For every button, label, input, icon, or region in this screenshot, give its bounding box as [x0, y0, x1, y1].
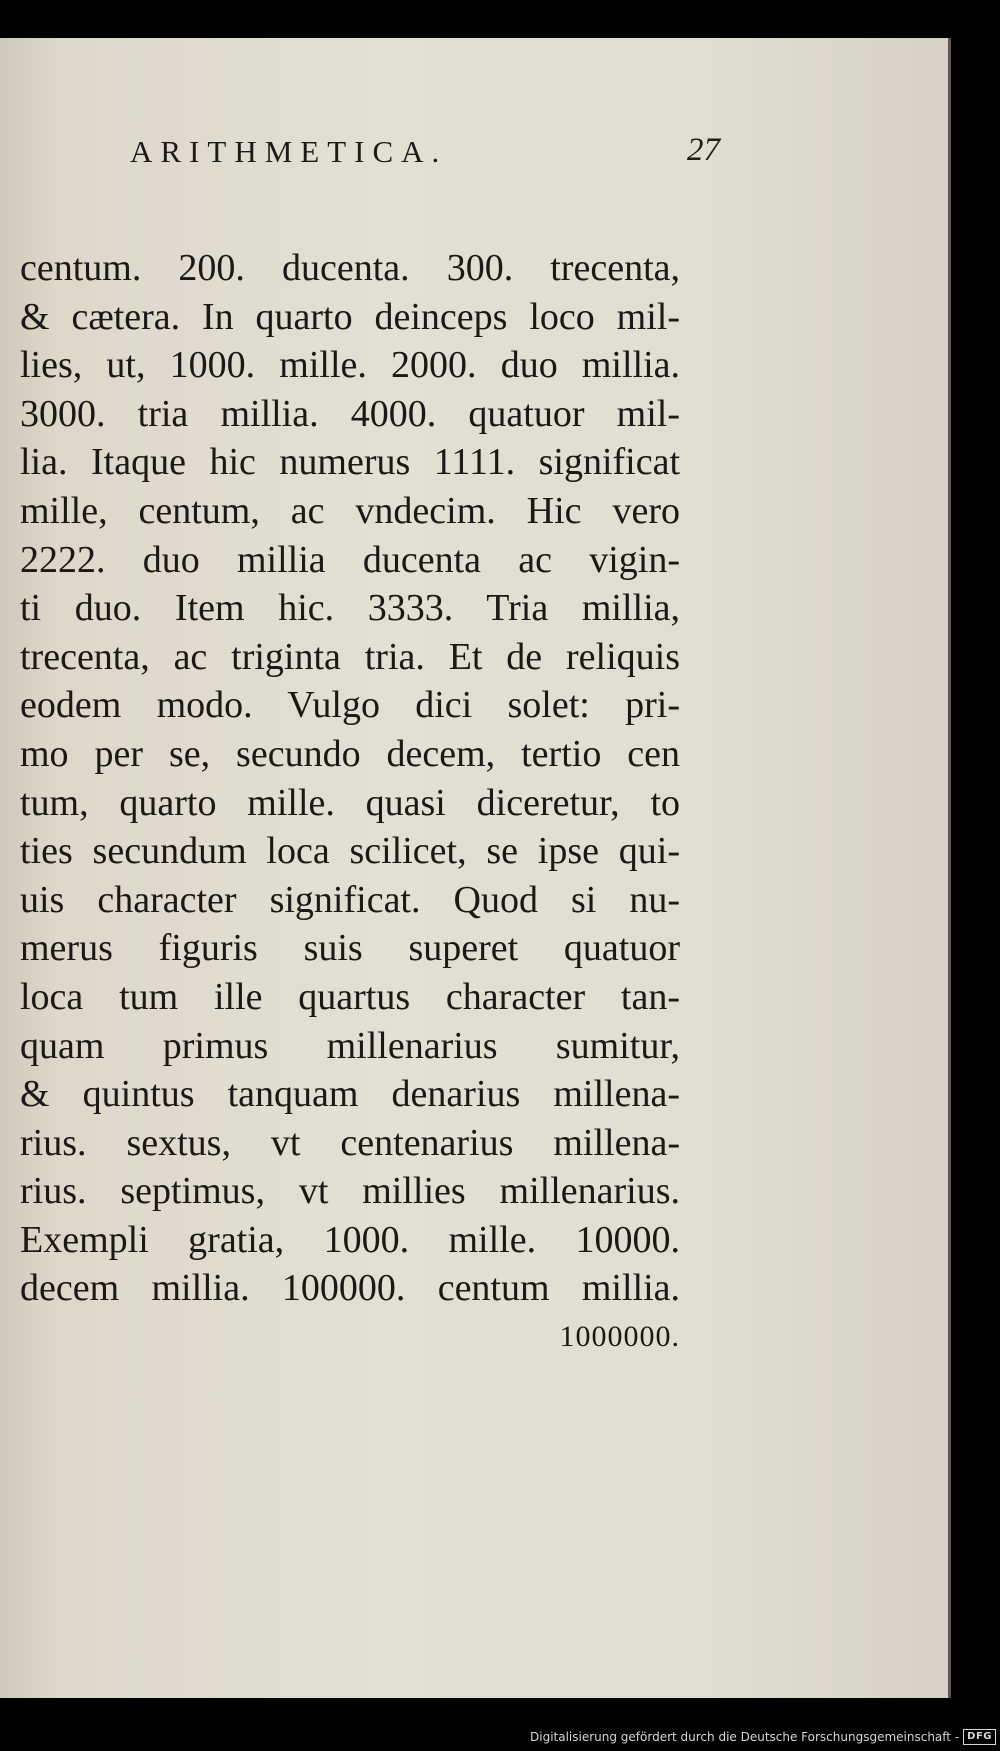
running-head	[130, 134, 720, 184]
catchword: 1000000.	[559, 1320, 680, 1354]
body-text	[20, 244, 680, 1362]
text-line: decem millia. 100000. centum millia.	[20, 1267, 680, 1310]
page-number: 27	[687, 132, 720, 168]
credit-text: Digitalisierung gefördert durch die Deutsche Forschungsgemeinschaft -	[530, 1730, 960, 1744]
digitization-credit	[530, 1727, 996, 1747]
text-line: quam primus millenarius sumitur,	[20, 1024, 680, 1067]
text-line: Exempli gratia, 1000. mille. 10000.	[20, 1218, 680, 1261]
text-line: 2222. duo millia ducenta ac vigin-	[20, 538, 680, 581]
text-line: rius. septimus, vt millies millenarius.	[20, 1170, 680, 1213]
book-page	[0, 38, 951, 1698]
text-line: & quintus tanquam denarius millena-	[20, 1073, 680, 1116]
text-line: & cætera. In quarto deinceps loco mil-	[20, 295, 680, 338]
text-line: 3000. tria millia. 4000. quatuor mil-	[20, 392, 680, 435]
text-line: mo per se, secundo decem, tertio cen	[20, 732, 680, 775]
text-line: merus figuris suis superet quatuor	[20, 927, 680, 970]
running-title: ARITHMETICA.	[130, 134, 448, 169]
text-line: uis character significat. Quod si nu-	[20, 878, 680, 921]
dfg-logo: DFG	[963, 1729, 996, 1745]
text-line: trecenta, ac triginta tria. Et de reliquis	[20, 635, 680, 678]
text-line: lies, ut, 1000. mille. 2000. duo millia.	[20, 344, 680, 387]
text-line: ti duo. Item hic. 3333. Tria millia,	[20, 587, 680, 630]
text-line: rius. sextus, vt centenarius millena-	[20, 1121, 680, 1164]
text-line: ties secundum loca scilicet, se ipse qui-	[20, 830, 680, 873]
text-line: eodem modo. Vulgo dici solet: pri-	[20, 684, 680, 727]
text-line: tum, quarto mille. quasi diceretur, to	[20, 781, 680, 824]
text-line: lia. Itaque hic numerus 1111. significat	[20, 441, 680, 484]
text-line: centum. 200. ducenta. 300. trecenta,	[20, 247, 680, 289]
text-line: loca tum ille quartus character tan-	[20, 975, 680, 1018]
text-line: mille, centum, ac vndecim. Hic vero	[20, 489, 680, 532]
